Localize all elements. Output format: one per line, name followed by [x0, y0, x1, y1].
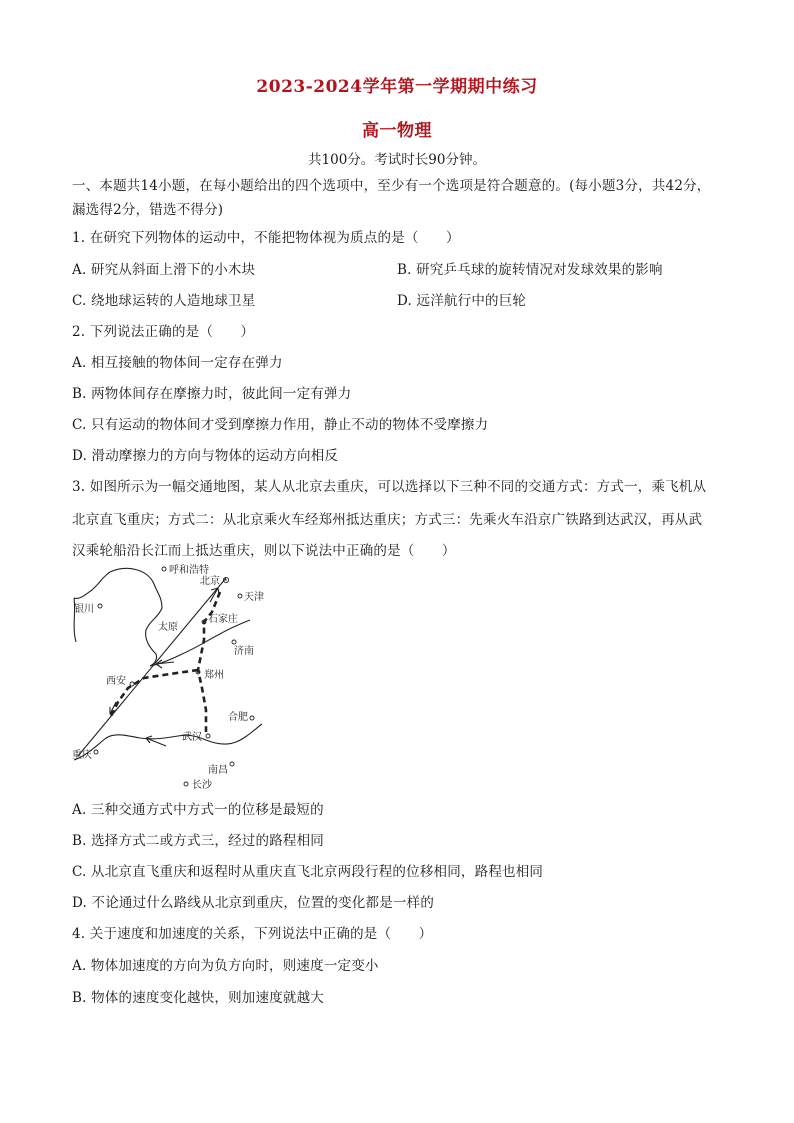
city-changsha	[184, 778, 213, 790]
question-3-stem-line1: 3. 如图所示为一幅交通地图，某人从北京去重庆，可以选择以下三种不同的交通方式：方式一，乘飞机从	[72, 479, 707, 495]
svg-text:银川: 银川	[74, 604, 94, 615]
question-1-option-b: B. 研究乒乓球的旋转情况对发球效果的影响	[397, 262, 663, 278]
svg-text:石家庄: 石家庄	[208, 614, 238, 625]
city-hefei	[228, 710, 254, 723]
svg-text:太原: 太原	[158, 622, 178, 633]
svg-text:长沙: 长沙	[192, 780, 212, 790]
exam-subtitle: 高一物理	[362, 121, 432, 141]
svg-text:济南: 济南	[234, 646, 254, 657]
question-3-stem-line3: 汉乘轮船沿长江而上抵达重庆，则以下说法中正确的是（ ）	[72, 543, 456, 559]
question-2-option-a: A. 相互接触的物体间一定存在弹力	[72, 355, 283, 371]
question-1-option-a: A. 研究从斜面上滑下的小木块	[72, 262, 256, 278]
direct-flight-line	[78, 578, 226, 756]
city-xian	[106, 674, 134, 687]
exam-info: 共100分。考试时长90分钟。	[308, 152, 486, 168]
svg-text:呼和浩特: 呼和浩特	[169, 565, 209, 576]
city-jinan	[232, 640, 254, 657]
question-3-option-d: D. 不论通过什么路线从北京到重庆，位置的变化都是一样的	[72, 895, 435, 911]
exam-title: 2023-2024学年第一学期期中练习	[256, 77, 538, 97]
svg-text:武汉: 武汉	[182, 732, 202, 743]
question-3-option-b: B. 选择方式二或方式三，经过的路程相同	[72, 833, 325, 849]
question-4-option-a: A. 物体加速度的方向为负方向时，则速度一定变小	[72, 958, 379, 974]
svg-text:北京: 北京	[200, 576, 220, 587]
question-2-option-b: B. 两物体间存在摩擦力时，彼此间一定有弹力	[72, 386, 352, 402]
city-shijiazhuang	[202, 612, 238, 625]
question-4-option-b: B. 物体的速度变化越快，则加速度就越大	[72, 990, 325, 1006]
section-instructions-line1: 一、本题共14小题，在每小题给出的四个选项中，至少有一个选项是符合题意的。(每小题3分，共42分，	[72, 178, 711, 194]
question-4-stem: 4. 关于速度和加速度的关系，下列说法中正确的是（ ）	[72, 926, 433, 942]
question-2-option-d: D. 滑动摩擦力的方向与物体的运动方向相反	[72, 448, 339, 464]
svg-text:天津: 天津	[244, 592, 264, 603]
svg-text:南昌: 南昌	[208, 765, 228, 776]
svg-text:郑州: 郑州	[204, 670, 224, 681]
question-1-option-c: C. 绕地球运转的人造地球卫星	[72, 293, 256, 309]
railway-beijing-wuhan	[198, 592, 220, 732]
city-yinchuan	[74, 602, 102, 615]
transport-map-figure	[70, 560, 280, 790]
city-nanchang	[208, 762, 234, 776]
city-tianjin	[238, 590, 264, 603]
svg-text:西安: 西安	[106, 676, 126, 687]
yangtze-river-line	[74, 724, 262, 760]
section-instructions-line2: 漏选得2分，错选不得分)	[72, 202, 224, 218]
question-3-stem-line2: 北京直飞重庆；方式二：从北京乘火车经郑州抵达重庆；方式三：先乘火车沿京广铁路到达武汉，再从武	[72, 512, 703, 528]
question-1-option-d: D. 远洋航行中的巨轮	[397, 293, 527, 309]
question-2-option-c: C. 只有运动的物体间才受到摩擦力作用，静止不动的物体不受摩擦力	[72, 417, 489, 433]
city-taiyuan	[158, 620, 178, 633]
svg-text:合肥: 合肥	[228, 712, 248, 723]
question-2-stem: 2. 下列说法正确的是（ ）	[72, 324, 255, 340]
city-chongqing	[72, 748, 98, 761]
city-hohhot	[162, 563, 209, 576]
question-1-stem: 1. 在研究下列物体的运动中，不能把物体视为质点的是（ ）	[72, 230, 460, 246]
svg-text:重庆: 重庆	[72, 750, 92, 761]
question-3-option-a: A. 三种交通方式中方式一的位移是最短的	[72, 802, 324, 818]
question-3-option-c: C. 从北京直飞重庆和返程时从重庆直飞北京两段行程的位移相同，路程也相同	[72, 864, 544, 880]
